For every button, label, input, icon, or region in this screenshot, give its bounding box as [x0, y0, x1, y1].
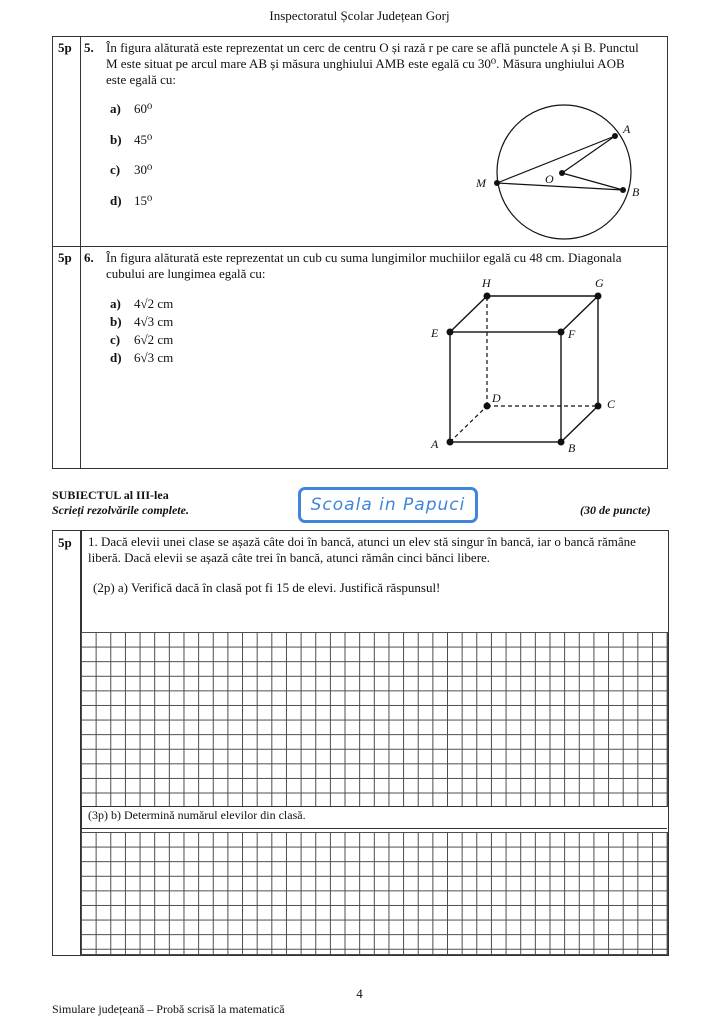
- page-header: Inspectoratul Școlar Județean Gorj: [269, 8, 450, 23]
- q6-points: 5p: [58, 250, 72, 265]
- table-right-border: [667, 36, 668, 469]
- point-O: [559, 170, 565, 176]
- q6-option-b: b) 4√3 cm: [110, 314, 174, 329]
- p1-part-b: (3p) b) Determină numărul elevilor din clasă.: [88, 808, 306, 822]
- vertex-C: [595, 403, 602, 410]
- answer-grid-b[interactable]: [81, 832, 668, 955]
- label-H: H: [482, 276, 491, 290]
- vertex-F: [558, 329, 565, 336]
- circle-figure: [470, 100, 660, 240]
- q6-option-d: d) 6√3 cm: [110, 350, 174, 365]
- edge-BC: [561, 406, 598, 442]
- label-F: F: [568, 327, 576, 341]
- label-O: O: [545, 172, 554, 186]
- answer-grid-a[interactable]: [81, 632, 668, 807]
- section-points: (30 de puncte): [580, 503, 651, 517]
- part-divider: [81, 806, 667, 807]
- part-b-rule: [81, 828, 667, 829]
- q5-option-a: a) 60⁰: [110, 101, 153, 116]
- vertex-E: [447, 329, 454, 336]
- label-B: B: [568, 441, 576, 455]
- q5-option-d: d) 15⁰: [110, 193, 153, 208]
- vertex-G: [595, 293, 602, 300]
- table-points-divider: [80, 36, 81, 469]
- point-B: [620, 187, 626, 193]
- q5-line-3: este egală cu:: [106, 72, 177, 87]
- edge-EH: [450, 296, 487, 332]
- q6-option-c: c) 6√2 cm: [110, 332, 174, 347]
- watermark-logo: Scoala in Papuci: [298, 487, 478, 523]
- label-A: A: [623, 122, 631, 136]
- q6-line-1: În figura alăturată este reprezentat un cub cu suma lungimilor muchiilor egală cu 48 cm. Diagonala: [106, 250, 622, 265]
- page-footer: Simulare județeană – Probă scrisă la matematică: [52, 1002, 285, 1016]
- label-B: B: [632, 185, 640, 199]
- q5-points: 5p: [58, 40, 72, 55]
- vertex-A: [447, 439, 454, 446]
- page-number: 4: [356, 986, 363, 1001]
- p1-line-2: liberă. Dacă elevii se așază câte trei în bancă, atunci rămân cinci bănci libere.: [88, 550, 491, 565]
- vertex-B: [558, 439, 565, 446]
- label-G: G: [595, 276, 604, 290]
- label-E: E: [431, 326, 439, 340]
- p1-statement: [88, 534, 666, 566]
- q5-option-b: b) 45⁰: [110, 132, 153, 147]
- q5-line-1: În figura alăturată este reprezentat un cerc de centru O și rază r pe care se află punctele A și B. Punctul: [106, 40, 639, 55]
- edge-AD: [450, 406, 487, 442]
- label-C: C: [607, 397, 616, 411]
- q6-line-2: cubului are lungimea egală cu:: [106, 266, 266, 281]
- section-title: SUBIECTUL al III-lea: [52, 488, 169, 502]
- table-bottom-border: [52, 468, 668, 469]
- row-divider: [52, 246, 668, 247]
- edge-FG: [561, 296, 598, 332]
- table-left-border: [52, 36, 53, 469]
- q6-option-a: a) 4√2 cm: [110, 296, 174, 311]
- p1-line-1: 1. Dacă elevii unei clase se așază câte doi în bancă, atunci un elev stă singur în bancă, iar o bancă rămâne: [88, 534, 636, 549]
- label-M: M: [476, 176, 486, 190]
- cube-figure: [425, 272, 635, 457]
- q5-statement: [106, 40, 666, 88]
- p1-points: 5p: [58, 535, 72, 550]
- q6-number: 6.: [84, 250, 94, 265]
- label-D: D: [492, 391, 501, 405]
- q5-number: 5.: [84, 40, 94, 55]
- section-instructions: Scrieți rezolvările complete.: [52, 503, 189, 517]
- p1-part-a: (2p) a) Verifică dacă în clasă pot fi 15 de elevi. Justifică răspunsul!: [93, 580, 441, 595]
- header-rule: [52, 36, 668, 37]
- q5-line-2: M este situat pe arcul mare AB și măsura unghiului AMB este egală cu 30⁰. Măsura unghiului AOB: [106, 56, 625, 71]
- q5-option-c: c) 30⁰: [110, 162, 153, 177]
- vertex-D: [484, 403, 491, 410]
- label-A: A: [431, 437, 439, 451]
- segment-MB: [497, 183, 623, 190]
- segment-MA: [497, 136, 615, 183]
- point-M: [494, 180, 500, 186]
- vertex-H: [484, 293, 491, 300]
- point-A: [612, 133, 618, 139]
